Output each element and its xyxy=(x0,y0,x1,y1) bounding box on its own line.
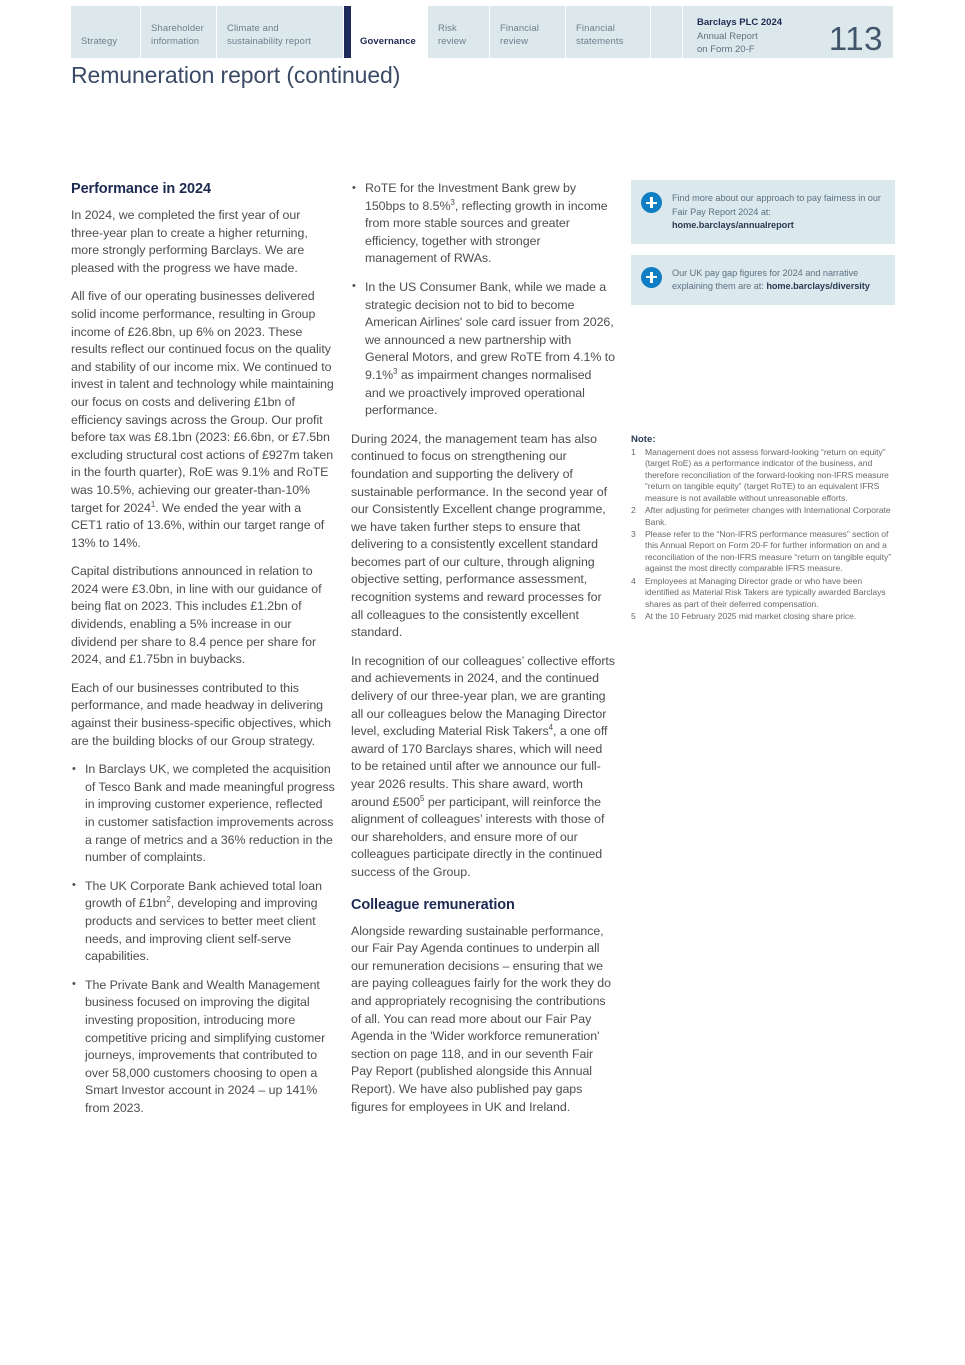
paragraph-management-team: During 2024, the management team has also continued to focus on strengthening our foundation and supporting the delivery of sustainable performance. In the second year of our Consistently Excellent change programme, we have taken further steps to ensure that delivering to a consistently excellent standard becomes part of our culture, through aligning objective setting, performance assessment, recognition systems and reward processes for all colleagues to the consistently excellent standard. xyxy=(351,431,607,640)
note-number: 1 xyxy=(631,446,636,457)
nav-tab-risk-review-line-2: review xyxy=(438,35,467,47)
footnote-ref-1: 1 xyxy=(150,499,156,509)
note-number: 5 xyxy=(631,610,636,621)
footnote-ref-3a: 3 xyxy=(450,197,455,207)
nav-tab-shareholder-information-line-1: Shareholder xyxy=(151,23,204,34)
nav-tab-strategy-line-1: Strategy xyxy=(81,35,118,47)
paragraph-performance-1: In 2024, we completed the first year of our three-year plan to create a higher returning, more strongly performing Barclays. We are pleased with the progress we have made. xyxy=(71,208,308,275)
note-item-2 xyxy=(631,505,895,528)
note-item-5 xyxy=(631,611,895,623)
paragraph-share-award-part-b: , a one off award of 170 Barclays shares, which will need to be retained until after we announce our full-year 2026 results. This share award, worth around £500 xyxy=(351,724,608,809)
bullet-us-consumer-bank-tail: as impairment changes normalised and we proactively improved operational performance. xyxy=(365,367,592,418)
paragraph-performance-2-main: All five of our operating businesses delivered solid income performance, resulting in Group income of £26.8bn, up 6% on 2023. These results reflect our continued focus on the quality and stability of our income mix. We continued to invest in talent and technology while maintaining our focus on costs and delivering £1bn of efficiency savings across the Group. Our profit before tax was £8.1bn (2023: £6.6bn, or £7.5bn excluding structural cost actions of £927m taken in the fourth quarter), RoE was 9.1% and RoTE was 10.5%, achieving our greater-than-10% target for 2024 xyxy=(71,289,334,515)
bullet-barclays-uk-text: In Barclays UK, we completed the acquisition of Tesco Bank and made meaningful progress in improving customer experience, reflected in customer satisfaction improvements across a range of metrics and a 36% reduction in the number of complaints. xyxy=(85,762,335,865)
nav-tab-strategy[interactable] xyxy=(71,6,141,58)
column-three xyxy=(631,180,895,623)
nav-tab-financial-statements-line-1: Financial xyxy=(576,23,615,34)
paragraph-share-award xyxy=(351,653,615,882)
note-item-4 xyxy=(631,576,895,611)
footnote-ref-5: 5 xyxy=(420,793,425,803)
callout-fair-pay-report[interactable] xyxy=(631,180,895,244)
note-number: 2 xyxy=(631,504,636,515)
performance-heading: Performance in 2024 xyxy=(71,181,211,197)
nav-tab-risk-review[interactable] xyxy=(428,6,490,58)
paragraph-share-award-part-a: In recognition of our colleagues’ collective efforts and achievements in 2024, and the continued delivery of our three-year plan, we are granting all our colleagues below the Managing Director level, excluding Material Risk Takers xyxy=(351,653,615,739)
list-item xyxy=(71,761,335,867)
list-item xyxy=(71,977,335,1118)
note-item-3 xyxy=(631,529,895,575)
nav-tab-financial-review[interactable] xyxy=(490,6,566,58)
callout-pay-gap-figures-link[interactable]: home.barclays/diversity xyxy=(766,281,870,291)
note-text: At the 10 February 2025 mid market closing share price. xyxy=(645,610,857,621)
nav-tab-shareholder-information[interactable] xyxy=(141,6,217,58)
callout-pay-gap-figures[interactable] xyxy=(631,255,895,305)
report-meta-title: Barclays PLC 2024 xyxy=(697,17,783,28)
note-item-1 xyxy=(631,447,895,505)
note-number: 4 xyxy=(631,575,636,586)
nav-tab-governance[interactable] xyxy=(344,6,428,58)
paragraph-performance-2 xyxy=(71,288,335,552)
page-number: 113 xyxy=(828,20,883,57)
list-item xyxy=(351,279,615,420)
column-one-bullet-list xyxy=(71,761,335,1117)
nav-tab-climate-line-1: Climate and xyxy=(227,23,279,34)
nav-tab-financial-review-line-2: review xyxy=(500,35,529,47)
nav-tab-climate-line-2: sustainability report xyxy=(227,35,311,47)
note-number: 3 xyxy=(631,528,636,539)
page-title: Remuneration report (continued) xyxy=(71,62,401,88)
paragraph-fair-pay-agenda: Alongside rewarding sustainable performance, our Fair Pay Agenda continues to underpin all our remuneration decisions – ensuring that we are paying colleagues fairly for the work they do and appropriately recognising the contributions of all. You can read more about our Fair Pay Agenda in the 'Wider workforce remuneration' section on page 118, and in our seventh Fair Pay Report (published alongside this Annual Report). We have also published pay gaps figures for employees in UK and Ireland. xyxy=(351,923,611,1114)
notes-title: Note: xyxy=(631,433,656,445)
footnote-ref-4: 4 xyxy=(548,723,554,733)
nav-tab-climate-and-sustainability-report[interactable] xyxy=(217,6,344,58)
notes-section xyxy=(631,433,895,623)
footnote-ref-3b: 3 xyxy=(393,366,398,376)
note-text: After adjusting for perimeter changes with International Corporate Bank. xyxy=(645,504,891,527)
nav-tab-financial-review-line-1: Financial xyxy=(500,23,539,34)
callout-fair-pay-report-link[interactable]: home.barclays/annualreport xyxy=(672,220,794,230)
paragraph-capital-distributions: Capital distributions announced in relation to 2024 were £3.0bn, in line with our guidance of being flat on 2023. This includes £1.2bn of dividends, enabling a 5% increase in our dividend per share to 8.4 pence per share for 2024, and £1.75bn in buybacks. xyxy=(71,564,322,667)
report-meta xyxy=(683,6,893,58)
column-two-bullet-list xyxy=(351,180,615,420)
column-two xyxy=(351,180,615,1127)
nav-spacer xyxy=(651,6,683,58)
nav-tab-financial-statements-line-2: statements xyxy=(576,35,624,47)
nav-tab-financial-statements[interactable] xyxy=(566,6,651,58)
callout-fair-pay-report-text xyxy=(672,191,883,233)
report-meta-text xyxy=(697,14,782,57)
bullet-investment-bank-text: RoTE for the Investment Bank grew by 150bps to 8.5% xyxy=(365,181,577,213)
report-meta-line-3: on Form 20-F xyxy=(697,44,755,55)
paragraph-businesses-contributed: Each of our businesses contributed to this performance, and made headway in delivering against their business-specific objectives, which are the building blocks of our Group strategy. xyxy=(71,680,331,748)
colleague-remuneration-heading: Colleague remuneration xyxy=(351,896,515,913)
header-navigation xyxy=(71,6,893,58)
callout-fair-pay-report-lead: Find more about our approach to pay fairness in our Fair Pay Report 2024 at: xyxy=(672,193,881,217)
bullet-investment-bank-tail: , reflecting growth in income from more stable sources and greater efficiency, together with stronger management of RWAs. xyxy=(365,198,608,266)
bullet-private-bank-text: The Private Bank and Wealth Management business focused on improving the digital investing proposition, introducing more competitive pricing and simplifying customer journeys, improvements that contributed to over 58,000 customers choosing to open a Smart Investor account in 2024 – up 141% from 2023. xyxy=(85,977,326,1115)
nav-tab-governance-label: Governance xyxy=(360,35,416,47)
note-text: Please refer to the “Non-IFRS performance measures” section of this Annual Report on Form 20-F for further information on and a reconciliation of the non-IFRS measure “return on tangible equity” against the most directly comparable IFRS measure. xyxy=(645,528,892,574)
bullet-us-consumer-bank-text: In the US Consumer Bank, while we made a strategic decision not to bid to become American Airlines' sole card issuer from 2026, we announced a new partnership with General Motors, and grew RoTE from 4.1% to 9.1% xyxy=(365,279,615,382)
paragraph-performance-2-tail: . We ended the year with a CET1 ratio of 13.6%, within our target range of 13% to 14%. xyxy=(71,500,325,550)
column-one xyxy=(71,180,335,1129)
paragraph-share-award-part-c: per participant, will reinforce the alignment of colleagues’ interests with those of our shareholders, and ensure more of our colleagues participate directly in the continued success of the Group. xyxy=(351,794,605,879)
callout-pay-gap-figures-text xyxy=(672,266,883,294)
report-meta-line-2: Annual Report xyxy=(697,30,758,42)
note-text: Management does not assess forward-looking “return on equity” (target RoE) as a performance indicator of the business, and therefore reconciliation of the forward-looking non-IFRS measure “return on tangible equity” (target RoTE) to an equivalent IFRS measure is not available without unreasonable efforts. xyxy=(645,446,889,503)
bullet-uk-corporate-bank-tail: , developing and improving products and services to better meet client needs, and improving client self-serve capabilities. xyxy=(85,896,318,964)
plus-circle-icon xyxy=(641,267,662,288)
nav-tab-shareholder-information-line-2: information xyxy=(151,35,200,47)
nav-tab-risk-review-line-1: Risk xyxy=(438,23,457,34)
list-item xyxy=(71,878,335,966)
note-text: Employees at Managing Director grade or who have been identified as Material Risk Takers are typically awarded Barclays shares as part of their deferred compensation. xyxy=(645,575,886,609)
bullet-uk-corporate-bank-text: The UK Corporate Bank achieved total loan growth of £1bn xyxy=(85,878,322,911)
list-item xyxy=(351,180,615,268)
plus-circle-icon xyxy=(641,192,662,213)
callout-pay-gap-figures-lead: Our UK pay gap figures for 2024 and narrative explaining them are at: xyxy=(672,267,859,291)
footnote-ref-2: 2 xyxy=(166,895,171,905)
